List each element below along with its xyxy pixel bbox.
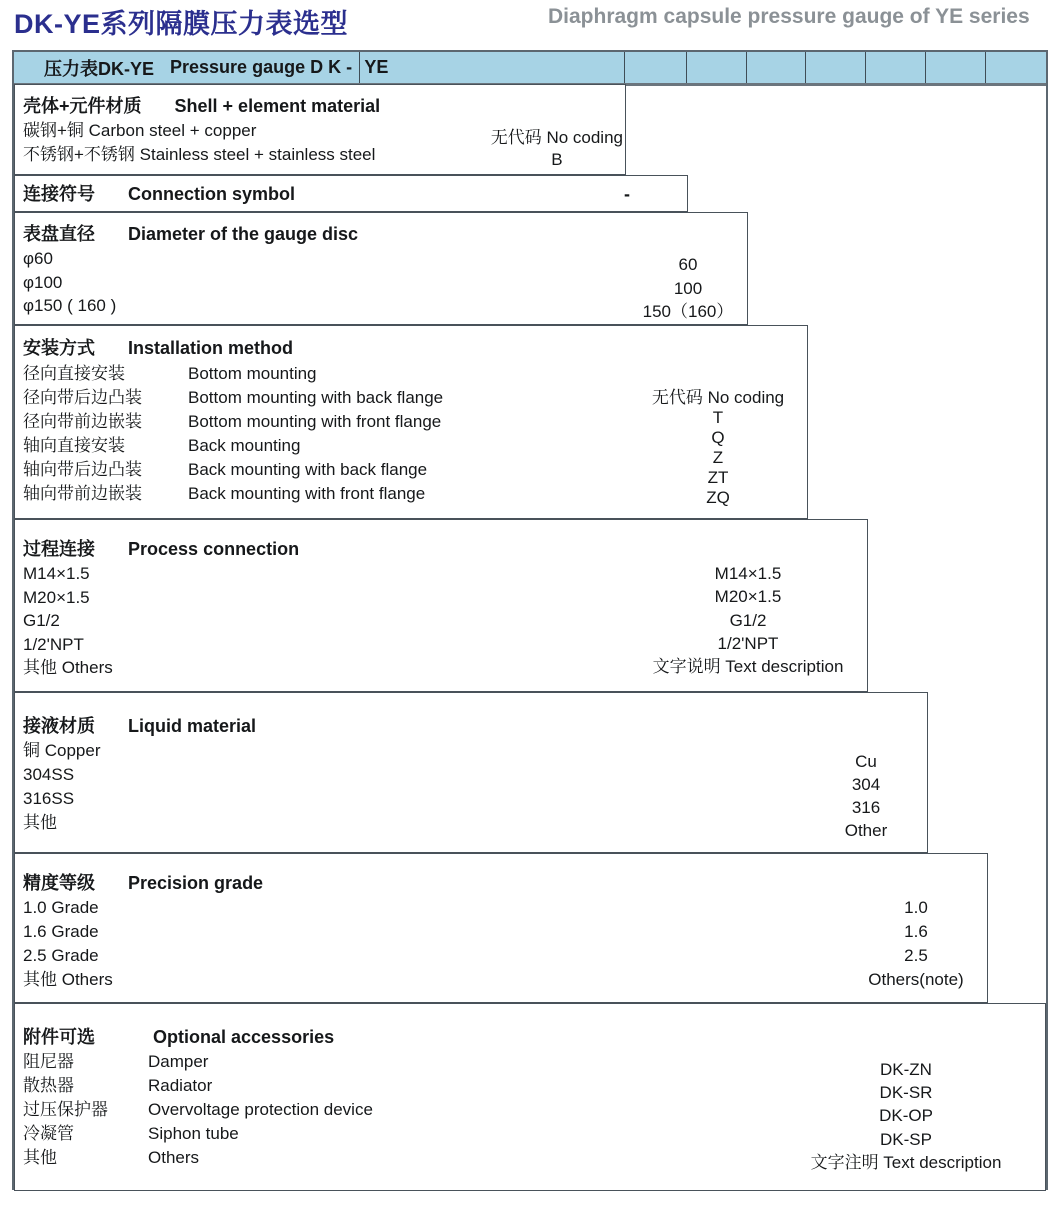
option-en: Siphon tube <box>148 1124 239 1143</box>
option-en: Damper <box>148 1052 209 1071</box>
header-empty-cell <box>625 52 687 83</box>
option-cn: 散热器 <box>23 1076 74 1095</box>
code-column <box>568 253 808 324</box>
section-liquid-material <box>14 692 928 853</box>
code-value: ZT <box>707 468 729 487</box>
header-empty-cell <box>747 52 807 83</box>
option-en: Radiator <box>148 1076 213 1095</box>
code-value: Q <box>711 428 725 447</box>
code-value: DK-ZN <box>880 1060 932 1079</box>
code-column <box>598 388 838 508</box>
option-row: G1/2 <box>23 611 60 630</box>
code-column <box>756 1058 1056 1174</box>
option-en: Back mounting with back flange <box>188 460 428 479</box>
header-empty-cell <box>866 52 926 83</box>
section-title-en: Process connection <box>128 539 300 559</box>
section-title-en: Liquid material <box>128 716 257 736</box>
header-label-en: Pressure gauge D K - <box>170 57 353 77</box>
option-cn: 径向直接安装 <box>23 364 125 383</box>
code-value: M20×1.5 <box>714 587 782 607</box>
option-row: φ100 <box>23 272 63 292</box>
section-title <box>23 334 803 362</box>
code-value: 无代码 No coding <box>490 128 623 147</box>
section-title-cn: 接液材质 <box>23 716 95 736</box>
option-row <box>23 362 803 386</box>
section-process-connection <box>14 519 868 692</box>
section-title <box>23 221 743 247</box>
section-title-en: Shell + element material <box>174 96 381 116</box>
code-value: 文字说明 Text description <box>652 657 844 677</box>
section-title-cn: 表盘直径 <box>23 224 95 244</box>
section-title-en: Connection symbol <box>128 184 296 204</box>
section-title <box>23 713 923 739</box>
code-value: - <box>624 184 630 204</box>
option-row: 其他 <box>23 813 57 832</box>
code-value: DK-SR <box>879 1083 933 1103</box>
option-row: φ150 ( 160 ) <box>23 296 117 315</box>
option-en: Bottom mounting with front flange <box>188 412 442 431</box>
code-column <box>491 127 623 171</box>
code-value: B <box>551 150 563 169</box>
section-precision-grade <box>14 853 988 1003</box>
option-en: Overvoltage protection device <box>148 1100 373 1119</box>
section-optional-accessories <box>14 1003 1046 1191</box>
option-row: 304SS <box>23 765 75 784</box>
section-title <box>23 870 983 896</box>
option-row: 1.6 Grade <box>23 922 99 941</box>
section-title-cn: 过程连接 <box>23 539 95 559</box>
option-row: M20×1.5 <box>23 587 90 607</box>
page-subtitle: Diaphragm capsule pressure gauge of YE series <box>548 5 1030 28</box>
code-column <box>796 896 1036 992</box>
code-value: 150（160） <box>642 302 734 321</box>
code-value: 304 <box>851 775 881 794</box>
selection-table <box>12 50 1048 1190</box>
code-value: DK-OP <box>879 1106 933 1126</box>
code-value: 1/2'NPT <box>717 633 779 653</box>
option-row: 316SS <box>23 789 75 808</box>
page-title: DK-YE系列隔膜压力表选型 <box>14 9 349 39</box>
code-value: 316 <box>851 798 881 817</box>
section-title <box>23 1024 1041 1050</box>
header-label-cn: 压力表DK-YE <box>44 58 155 79</box>
code-column <box>628 562 868 678</box>
section-connection-symbol <box>14 175 688 212</box>
code-column <box>597 183 657 205</box>
section-title-cn: 壳体+元件材质 <box>23 96 142 116</box>
option-en: Back mounting <box>188 436 301 455</box>
code-value: Cu <box>855 752 877 771</box>
option-row: 铜 Copper <box>23 741 101 760</box>
section-title-cn: 附件可选 <box>23 1027 95 1047</box>
option-row: 1.0 Grade <box>23 898 99 917</box>
option-row: 其他 Others <box>23 970 113 989</box>
code-value: T <box>712 408 724 427</box>
option-en: Others <box>148 1148 200 1167</box>
code-value: Z <box>712 448 724 467</box>
section-title-en: Optional accessories <box>153 1027 335 1047</box>
option-en: Back mounting with front flange <box>188 484 426 503</box>
code-value: 100 <box>673 278 703 298</box>
code-value: 1.0 <box>904 898 928 917</box>
option-row: φ60 <box>23 249 53 268</box>
option-row: M14×1.5 <box>23 564 90 583</box>
option-row: 1/2'NPT <box>23 634 84 654</box>
option-cn: 过压保护器 <box>23 1100 108 1119</box>
code-value: ZQ <box>706 488 730 507</box>
code-value: 2.5 <box>904 946 928 965</box>
section-title <box>23 93 621 119</box>
code-value: Others(note) <box>868 970 964 989</box>
option-cn: 轴向带前边嵌装 <box>23 484 142 503</box>
section-title <box>23 183 683 205</box>
code-value: 无代码 No coding <box>651 388 785 407</box>
header-model-code-cell <box>360 52 624 83</box>
header-title-cell <box>14 52 360 83</box>
option-cn: 轴向直接安装 <box>23 436 125 455</box>
section-title-cn: 安装方式 <box>23 338 95 358</box>
section-title-en: Installation method <box>128 338 294 358</box>
header-empty-cell <box>687 52 747 83</box>
option-row: 2.5 Grade <box>23 946 99 965</box>
code-value: 文字注明 Text description <box>810 1152 1002 1172</box>
section-title-en: Precision grade <box>128 873 264 893</box>
code-value: 1.6 <box>904 922 928 941</box>
option-row: 不锈钢+不锈钢 Stainless steel + stainless steel <box>23 144 376 164</box>
option-cn: 径向带后边凸装 <box>23 388 142 407</box>
option-cn: 其他 <box>23 1148 57 1167</box>
option-row: 其他 Others <box>23 658 113 677</box>
code-value: 60 <box>678 255 698 274</box>
section-title <box>23 536 863 562</box>
section-shell-element-material <box>14 84 626 175</box>
section-title-cn: 连接符号 <box>23 184 95 204</box>
section-title-en: Diameter of the gauge disc <box>128 224 359 244</box>
option-cn: 轴向带后边凸装 <box>23 460 142 479</box>
code-value: Other <box>844 821 888 840</box>
option-row: 碳钢+铜 Carbon steel + copper <box>23 121 257 140</box>
code-value: DK-SP <box>880 1129 932 1149</box>
section-installation-method <box>14 325 808 519</box>
option-cn: 冷凝管 <box>23 1124 74 1143</box>
header-empty-cell <box>806 52 866 83</box>
code-value: G1/2 <box>729 610 767 630</box>
option-en: Bottom mounting <box>188 364 317 383</box>
section-dial-diameter <box>14 212 748 325</box>
header-empty-cell <box>986 52 1046 83</box>
section-title-cn: 精度等级 <box>23 873 95 893</box>
option-cn: 径向带前边嵌装 <box>23 412 142 431</box>
header-empty-cell <box>926 52 986 83</box>
code-column <box>746 750 986 842</box>
header-row <box>14 52 1046 86</box>
header-model-code: YE <box>364 57 389 77</box>
code-value: M14×1.5 <box>714 564 782 583</box>
option-en: Bottom mounting with back flange <box>188 388 444 407</box>
option-cn: 阻尼器 <box>23 1052 74 1071</box>
